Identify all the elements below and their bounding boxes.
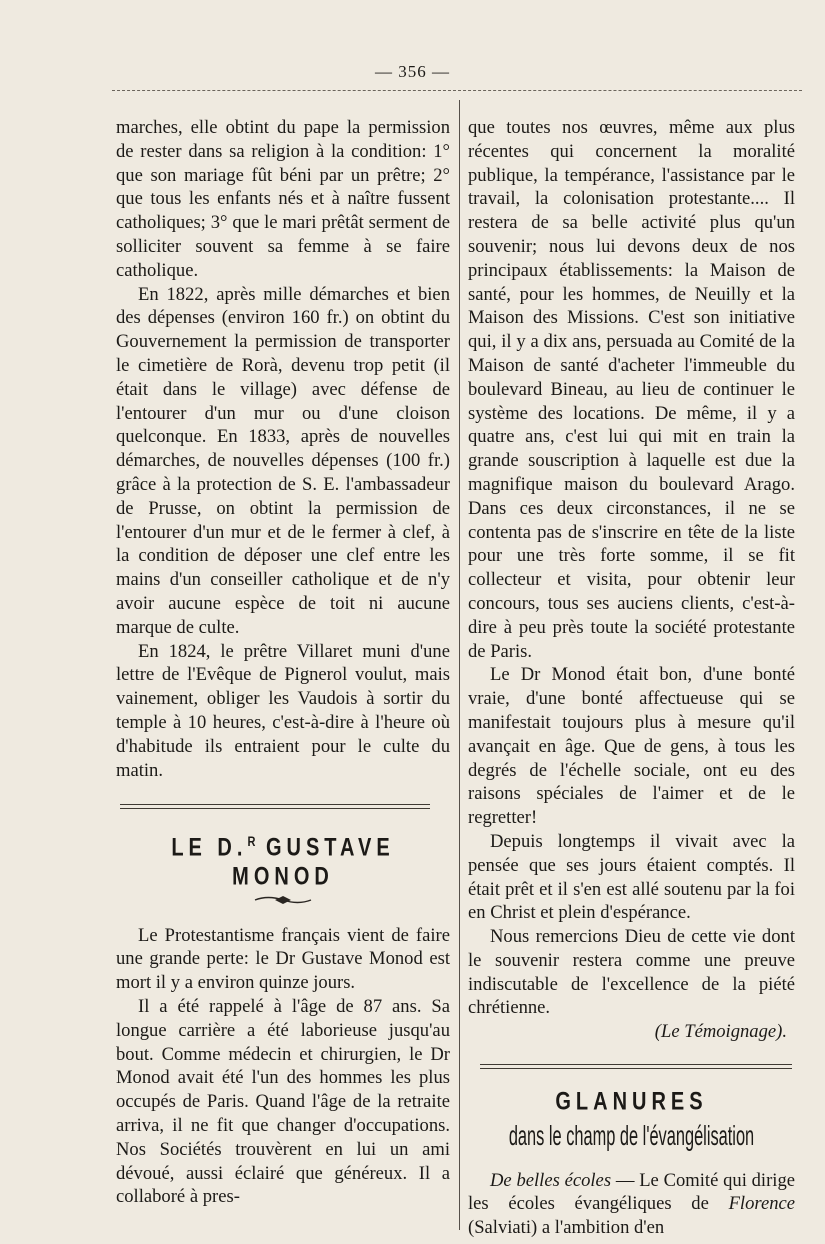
paragraph: En 1824, le prêtre Villaret muni d'une lettre de l'Evêque de Pignerol voulut, mais vainement, obliger les Vaudois à sortir du temple à 10 heures, c'est-à-dire à l'heure où d'habitude ils entraient pour le culte du matin.	[116, 640, 450, 781]
ornament-icon	[253, 894, 313, 906]
section-heading: GLANURES	[555, 1088, 708, 1116]
section-rule	[120, 804, 430, 809]
paragraph: Depuis longtemps il vivait avec la pensée que ses jours étaient comptés. Il était prêt et il s'en est allé soutenu par la foi en Christ et plein d'espérance.	[468, 830, 795, 924]
header-rule	[112, 90, 802, 91]
paragraph: Le Protestantisme français vient de faire une grande perte: le Dr Gustave Monod est mort il y a environ quinze jours.	[116, 924, 450, 994]
paragraph: En 1822, après mille démarches et bien des dépenses (environ 160 fr.) on obtint du Gouvernement la permission de transporter le cimetière de Rorà, devenu trop petit (il était dans le village) avec défense de l'entourer d'un mur ou d'une cloison quelconque. En 1833, après de nouvelles démarches, de nouvelles dépenses (100 fr.) grâce à la protection de S. E. l'ambassadeur de Prusse, on obtint la permission de l'entourer d'un mur et de le fermer à clef, à la condition de déposer une clef entre les mains d'un conseiller catholique et de n'y avoir aucune espèce de toit ni aucune marque de culte.	[116, 283, 450, 638]
paragraph: Nous remercions Dieu de cette vie dont le souvenir restera comme une preuve indiscutable de l'excellence de la piété chrétienne.	[468, 926, 795, 1019]
paragraph: que toutes nos œuvres, même aux plus récentes qui concernent la moralité publique, la tempérance, l'assistance par le travail, la colonisation protestante.... Il restera de sa belle activité plus qu'un souvenir; nous lui devons deux de nos principaux établissements: la Maison de santé, pour les hommes, de Neuilly et la Maison des Missions. C'est son initiative qui, il y a dix ans, persuada au Comité de la Maison de santé d'acheter l'immeuble du boulevard Bineau, au lieu de continuer le système des locations. De même, il y a quatre ans, c'est lui qui mit en train la grande souscription à laquelle est due la magnifique maison du boulevard Arago. Dans ces deux circonstances, il ne se contenta pas de s'inscrire en tête de la liste pour une très forte somme, il se fit collecteur et visita, pour obtenir leur concours, tous ses auciens clients, c'est-à-dire à peu près toute la société protestante de Paris.	[468, 117, 795, 662]
paragraph: Le Dr Monod était bon, d'une bonté vraie, d'une bonté affectueuse qui se manifestait toujours plus à mesure qu'il avançait en âge. Que de gens, à tous les degrés de l'échelle sociale, ont eu des raisons spéciales de l'aimer et de le regretter!	[468, 664, 795, 829]
heading-text-rest: GUSTAVE MONOD	[232, 834, 395, 892]
source-signoff: (Le Témoignage).	[654, 1021, 787, 1043]
paragraph: Il a été rappelé à l'âge de 87 ans. Sa longue carrière a été laborieuse jusqu'au bout. Comme médecin et chirurgien, le Dr Monod avait été l'un des hommes les plus occupés de Paris. Quand l'âge de la retraite arriva, il ne fit que changer d'occupations. Nos Sociétés trouvèrent en lui un ami dévoué, aussi éclairé que généreux. Il a collaboré à pres-	[116, 995, 450, 1208]
paragraph-text: (Salviati) a l'ambition d'en	[468, 1217, 665, 1239]
section-rule	[480, 1064, 792, 1069]
heading-superscript: R	[247, 835, 256, 851]
heading-text: LE D.	[171, 834, 248, 863]
paragraph	[468, 1169, 795, 1240]
paragraph: marches, elle obtint du pape la permission de rester dans sa religion à la condition: 1° que son mariage fût béni par un prêtre; 2° que tous les enfants nés et à naître fussent catholiques; 3° que le mari prêtât serment de solliciter souvent sa femme à se faire catholique.	[116, 117, 450, 281]
paragraph-text: — Le Comité qui dirige les écoles évangéliques de	[468, 1169, 795, 1215]
article-heading	[116, 829, 450, 894]
section-subheading: dans le champ de l'évangélisation	[508, 1121, 755, 1152]
right-column	[468, 116, 795, 1240]
paragraph-lead-italic: De belles écoles	[490, 1169, 612, 1191]
column-divider	[459, 100, 460, 1230]
place-name-italic: Florence	[728, 1193, 795, 1215]
left-column	[116, 116, 450, 1209]
page-number: — 356 —	[375, 62, 450, 81]
